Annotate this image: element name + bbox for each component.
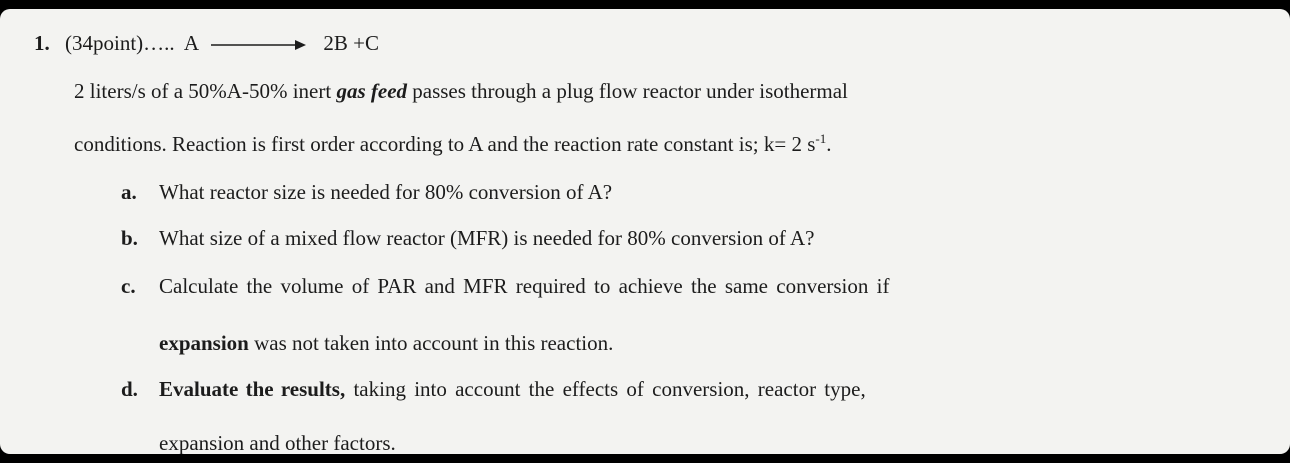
intro-line-1 <box>74 79 848 103</box>
part-d-text-bold: Evaluate the results, <box>159 377 346 401</box>
part-d-continuation <box>159 431 396 454</box>
part-c-cont-rest: was not taken into account in this reaction. <box>248 331 614 355</box>
products: 2B +C <box>323 31 380 55</box>
question-points: (34point)….. <box>65 31 175 55</box>
intro-line-2-sup: -1 <box>815 131 827 146</box>
reaction-arrow-icon <box>211 39 306 51</box>
intro-line-2 <box>74 132 832 156</box>
part-d-cont: expansion and other factors. <box>159 431 396 454</box>
question-header <box>34 31 379 55</box>
question-number: 1. <box>34 31 50 55</box>
part-a-letter: a. <box>121 180 137 204</box>
part-c-cont-bold: expansion <box>159 331 249 355</box>
intro-line-2-pre: conditions. Reaction is first order according to A and the reaction rate constant is; k= 2 s <box>74 132 816 156</box>
part-c-letter: c. <box>121 274 136 298</box>
part-d <box>121 377 866 401</box>
intro-line-1-emph: gas feed <box>336 79 408 103</box>
part-c-continuation <box>159 331 613 355</box>
reactant: A <box>183 31 198 55</box>
intro-line-1-post: passes through a plug flow reactor under isothermal <box>407 79 848 103</box>
part-d-text: taking into account the effects of conversion, reactor type, <box>345 377 866 401</box>
part-c-text: Calculate the volume of PAR and MFR required to achieve the same conversion if <box>159 274 890 298</box>
part-c <box>121 274 889 298</box>
part-b <box>121 226 814 250</box>
part-b-text: What size of a mixed flow reactor (MFR) is needed for 80% conversion of A? <box>159 226 815 250</box>
part-b-letter: b. <box>121 226 138 250</box>
intro-line-1-pre: 2 liters/s of a 50%A-50% inert <box>74 79 337 103</box>
part-d-letter: d. <box>121 377 138 401</box>
intro-line-2-post: . <box>826 132 832 156</box>
document-page <box>0 9 1290 454</box>
part-a-text: What reactor size is needed for 80% conversion of A? <box>159 180 613 204</box>
part-a <box>121 180 612 204</box>
